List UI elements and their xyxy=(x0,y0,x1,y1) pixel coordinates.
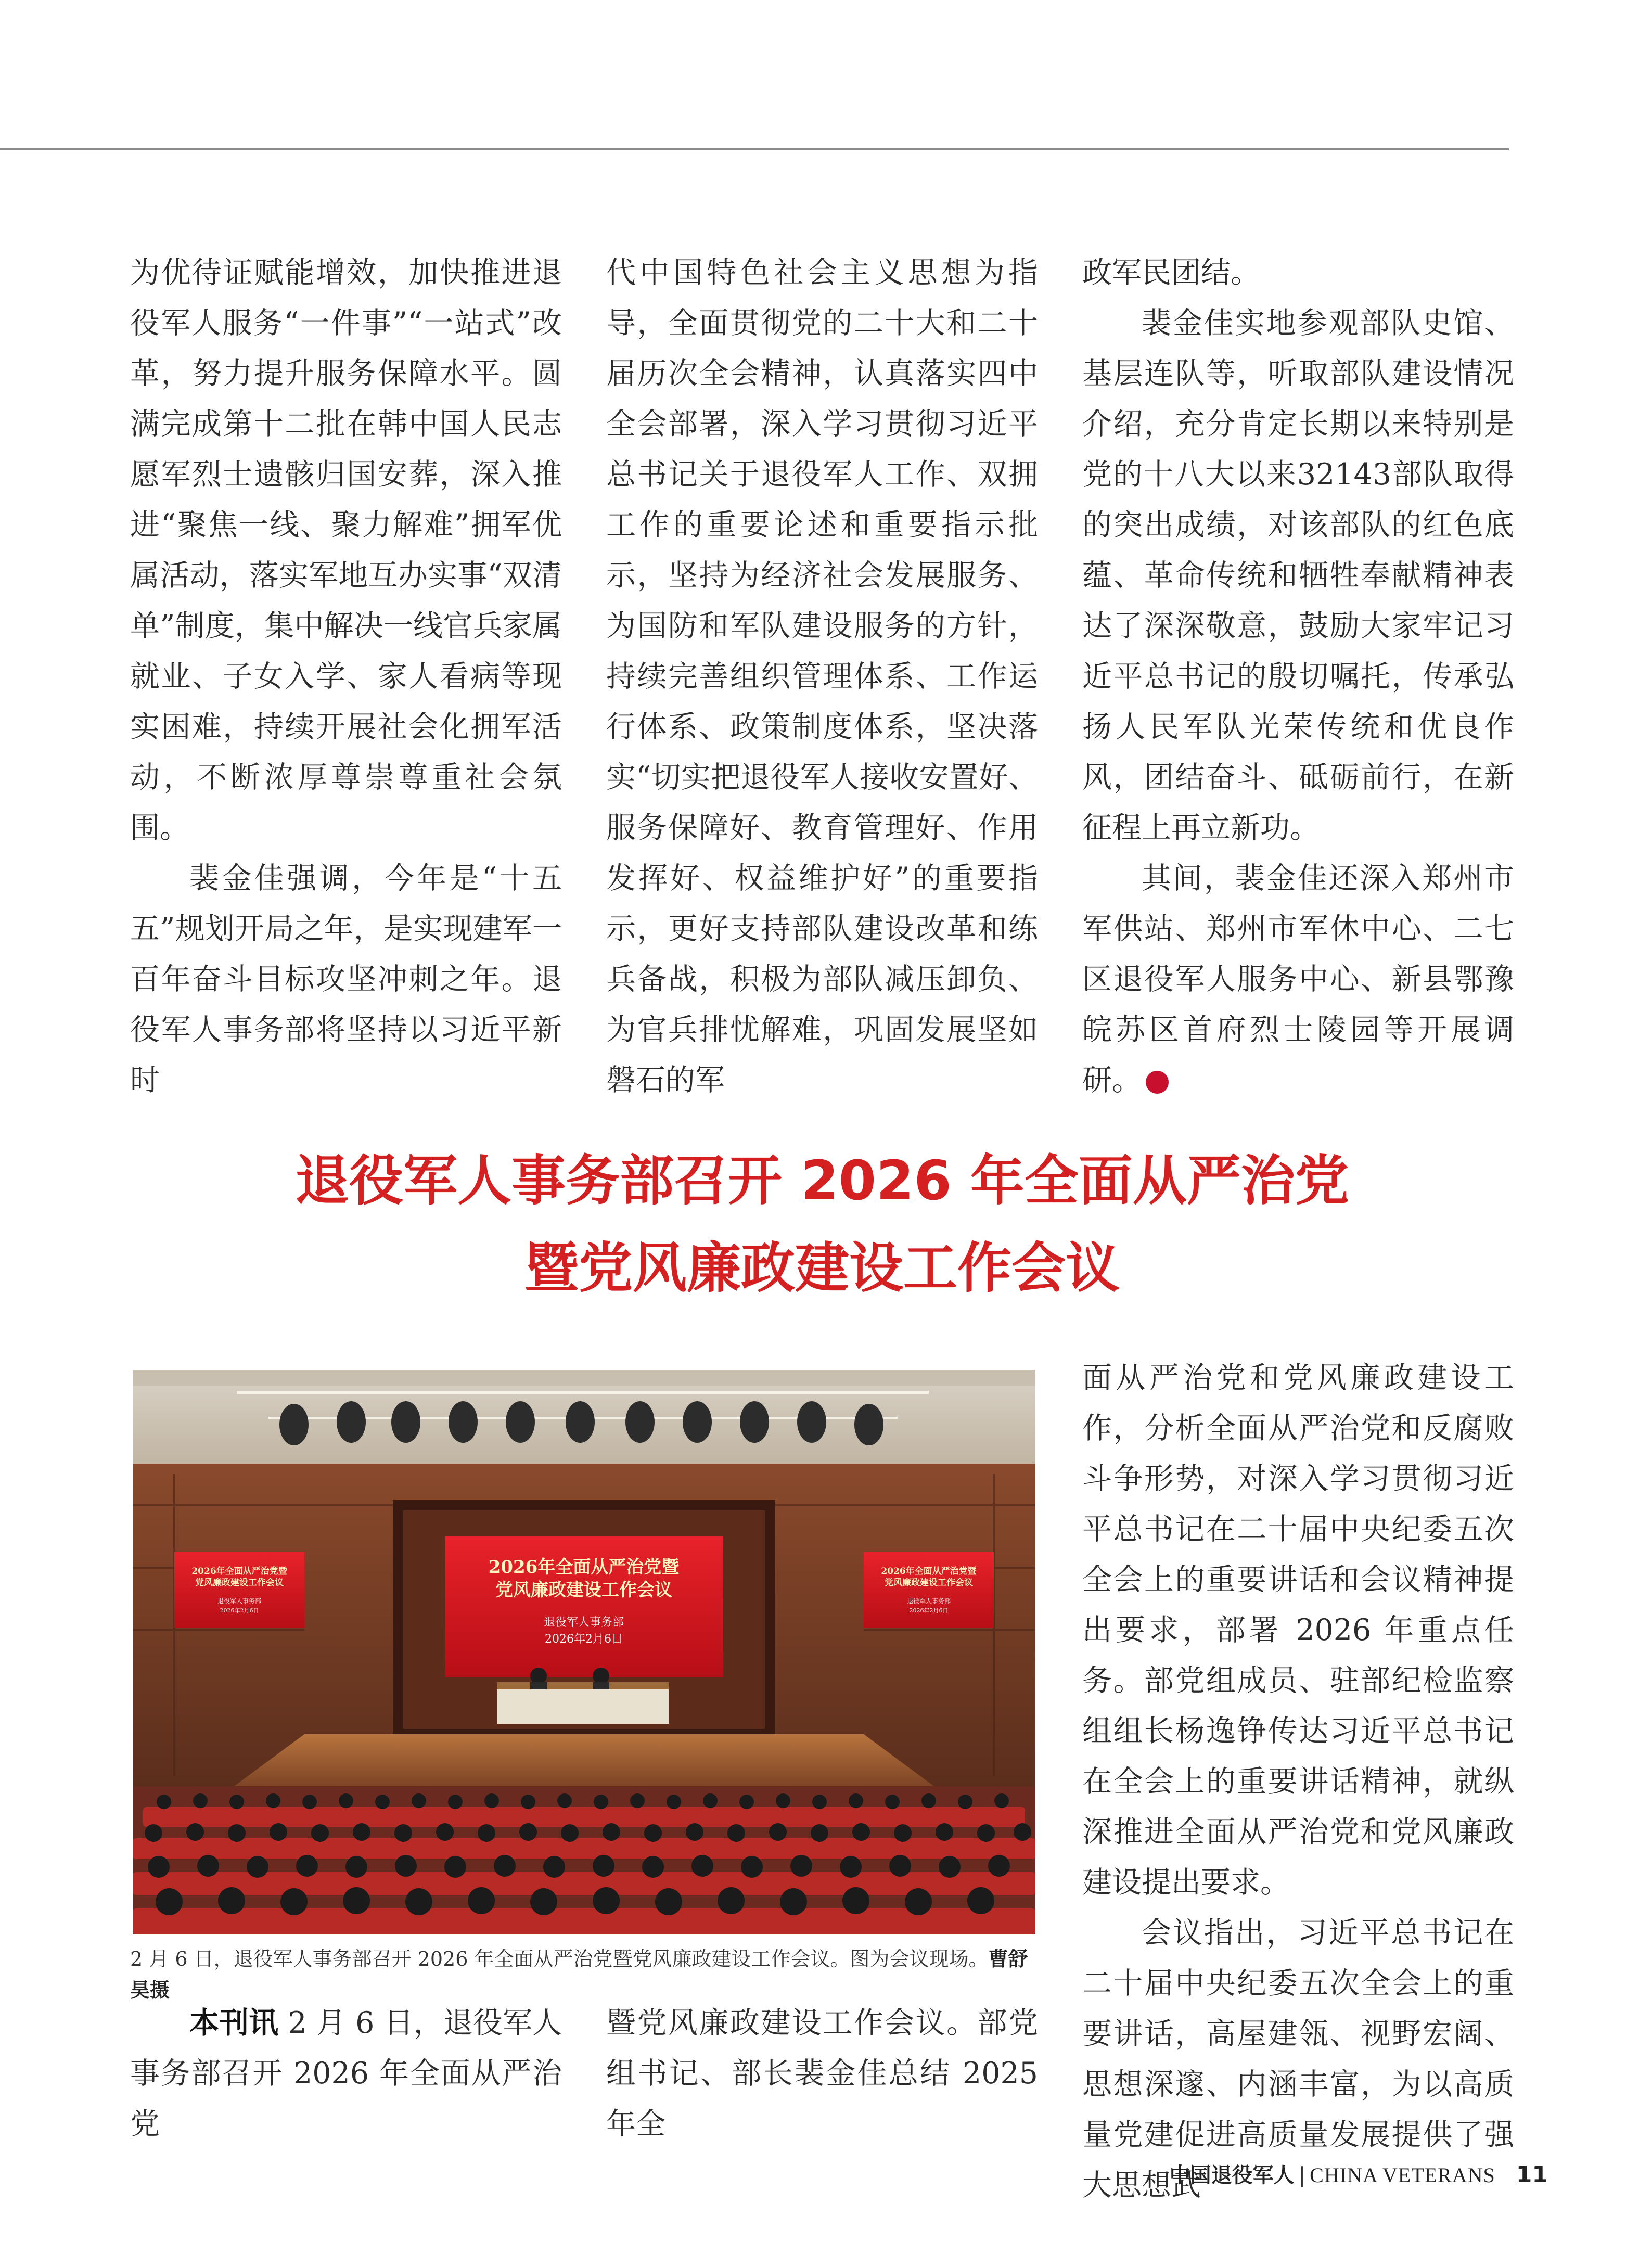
caption-text: 2 月 6 日，退役军人事务部召开 2026 年全面从严治党暨党风廉政建设工作会议。图为会议现场。 xyxy=(130,1948,989,1970)
paragraph-with-end-mark xyxy=(1082,853,1514,1106)
left-screen-org: 退役军人事务部 xyxy=(217,1597,262,1605)
footer-separator: | xyxy=(1298,2163,1306,2187)
center-screen-title-1: 2026年全面从严治党暨 xyxy=(488,1557,680,1578)
photo-caption xyxy=(130,1943,1038,2006)
paragraph: 暨党风廉政建设工作会议。部党组书记、部长裴金佳总结 2025 年全 xyxy=(606,2006,1038,2141)
page-number: 11 xyxy=(1516,2161,1548,2188)
end-of-article-icon: V xyxy=(1146,1071,1169,1094)
magazine-name: 中国退役军人 xyxy=(1169,2163,1295,2187)
center-screen-title-2: 党风廉政建设工作会议 xyxy=(495,1580,672,1600)
paragraph: 会议指出，习近平总书记在二十届中央纪委五次全会上的重要讲话，高屋建瓴、视野宏阔、思想深邃、内涵丰富，为以高质量党建促进高质量发展提供了强大思想武 xyxy=(1082,1916,1514,2202)
article-top-column-1 xyxy=(130,248,562,1106)
top-rule xyxy=(0,148,1509,150)
right-screen-title-2: 党风廉政建设工作会议 xyxy=(885,1578,973,1588)
meeting-photo xyxy=(133,1370,1035,1934)
article-top-column-2 xyxy=(606,248,1038,1106)
article-bottom-column-1 xyxy=(130,1998,562,2149)
meeting-hall-illustration xyxy=(133,1370,1035,1934)
center-screen-org: 退役军人事务部 xyxy=(543,1616,624,1629)
right-screen-org: 退役军人事务部 xyxy=(906,1597,951,1605)
headline-line-1: 退役军人事务部召开 2026 年全面从严治党 xyxy=(295,1149,1349,1212)
page-footer xyxy=(1170,2159,1548,2191)
article-bottom-column-2 xyxy=(606,1998,1038,2149)
center-screen-date: 2026年2月6日 xyxy=(545,1633,623,1646)
magazine-english-name: CHINA VETERANS xyxy=(1310,2163,1495,2187)
left-screen-title-2: 党风廉政建设工作会议 xyxy=(195,1578,284,1588)
left-screen-title-1: 2026年全面从严治党暨 xyxy=(191,1566,287,1577)
paragraph: 面从严治党和党风廉政建设工作，分析全面从严治党和反腐败斗争形势，对深入学习贯彻习近平总书记在二十届中央纪委五次全会上的重要讲话和会议精神提出要求，部署 2026 年重点任务。部党组成员、驻部纪检监察组组长杨逸铮传达习近平总书记在全会上的重要讲话精神，就纵深推进全面从严治党和党风廉政建设提出要求。 xyxy=(1082,1361,1514,1900)
left-screen-date: 2026年2月6日 xyxy=(220,1607,259,1614)
left-screen xyxy=(174,1552,304,1628)
article-top-column-3 xyxy=(1082,248,1514,1106)
paragraph: 为优待证赋能增效，加快推进退役军人服务“一件事”“一站式”改革，努力提升服务保障水平。圆满完成第十二批在韩中国人民志愿军烈士遗骸归国安葬，深入推进“聚焦一线、聚力解难”拥军优属活动，落实军地互办实事“双清单”制度，集中解决一线官兵家属就业、子女入学、家人看病等现实困难，持续开展社会化拥军活动，不断浓厚尊崇尊重社会氛围。 xyxy=(130,255,562,845)
article-bottom-column-3 xyxy=(1082,1353,1514,2211)
paragraph: 裴金佳实地参观部队史馆、基层连队等，听取部队建设情况介绍，充分肯定长期以来特别是党的十八大以来32143部队取得的突出成绩，对该部队的红色底蕴、革命传统和牺牲奉献精神表达了深深敬意，鼓励大家牢记习近平总书记的殷切嘱托，传承弘扬人民军队光荣传统和优良作风，团结奋斗、砥砺前行，在新征程上再立新功。 xyxy=(1082,306,1514,845)
paragraph-text: 2 月 6 日，退役军人事务部召开 2026 年全面从严治党 xyxy=(130,2006,562,2141)
paragraph: 裴金佳强调，今年是“十五五”规划开局之年，是实现建军一百年奋斗目标攻坚冲刺之年。退役军人事务部将坚持以习近平新时 xyxy=(130,861,562,1097)
photo-credit: 曹舒昊摄 xyxy=(130,1948,1028,2002)
right-screen-date: 2026年2月6日 xyxy=(909,1607,949,1614)
paragraph: 政军民团结。 xyxy=(1082,255,1260,290)
paragraph-text: 其间，裴金佳还深入郑州市军供站、郑州市军休中心、二七区退役军人服务中心、新县鄂豫皖苏区首府烈士陵园等开展调研。 xyxy=(1082,861,1514,1097)
article-headline xyxy=(130,1137,1514,1312)
right-screen-title-1: 2026年全面从严治党暨 xyxy=(881,1566,977,1577)
paragraph xyxy=(130,1998,562,2149)
right-screen xyxy=(864,1552,994,1628)
paragraph: 代中国特色社会主义思想为指导，全面贯彻党的二十大和二十届历次全会精神，认真落实四中全会部署，深入学习贯彻习近平总书记关于退役军人工作、双拥工作的重要论述和重要指示批示，坚持为经济社会发展服务、为国防和军队建设服务的方针，持续完善组织管理体系、工作运行体系、政策制度体系，坚决落实“切实把退役军人接收安置好、服务保障好、教育管理好、作用发挥好、权益维护好”的重要指示，更好支持部队建设改革和练兵备战，积极为部队减压卸负、为官兵排忧解难，巩固发展坚如磐石的军 xyxy=(606,255,1038,1097)
dateline-label: 本刊讯 xyxy=(189,2006,279,2040)
headline-line-2: 暨党风廉政建设工作会议 xyxy=(524,1236,1120,1300)
